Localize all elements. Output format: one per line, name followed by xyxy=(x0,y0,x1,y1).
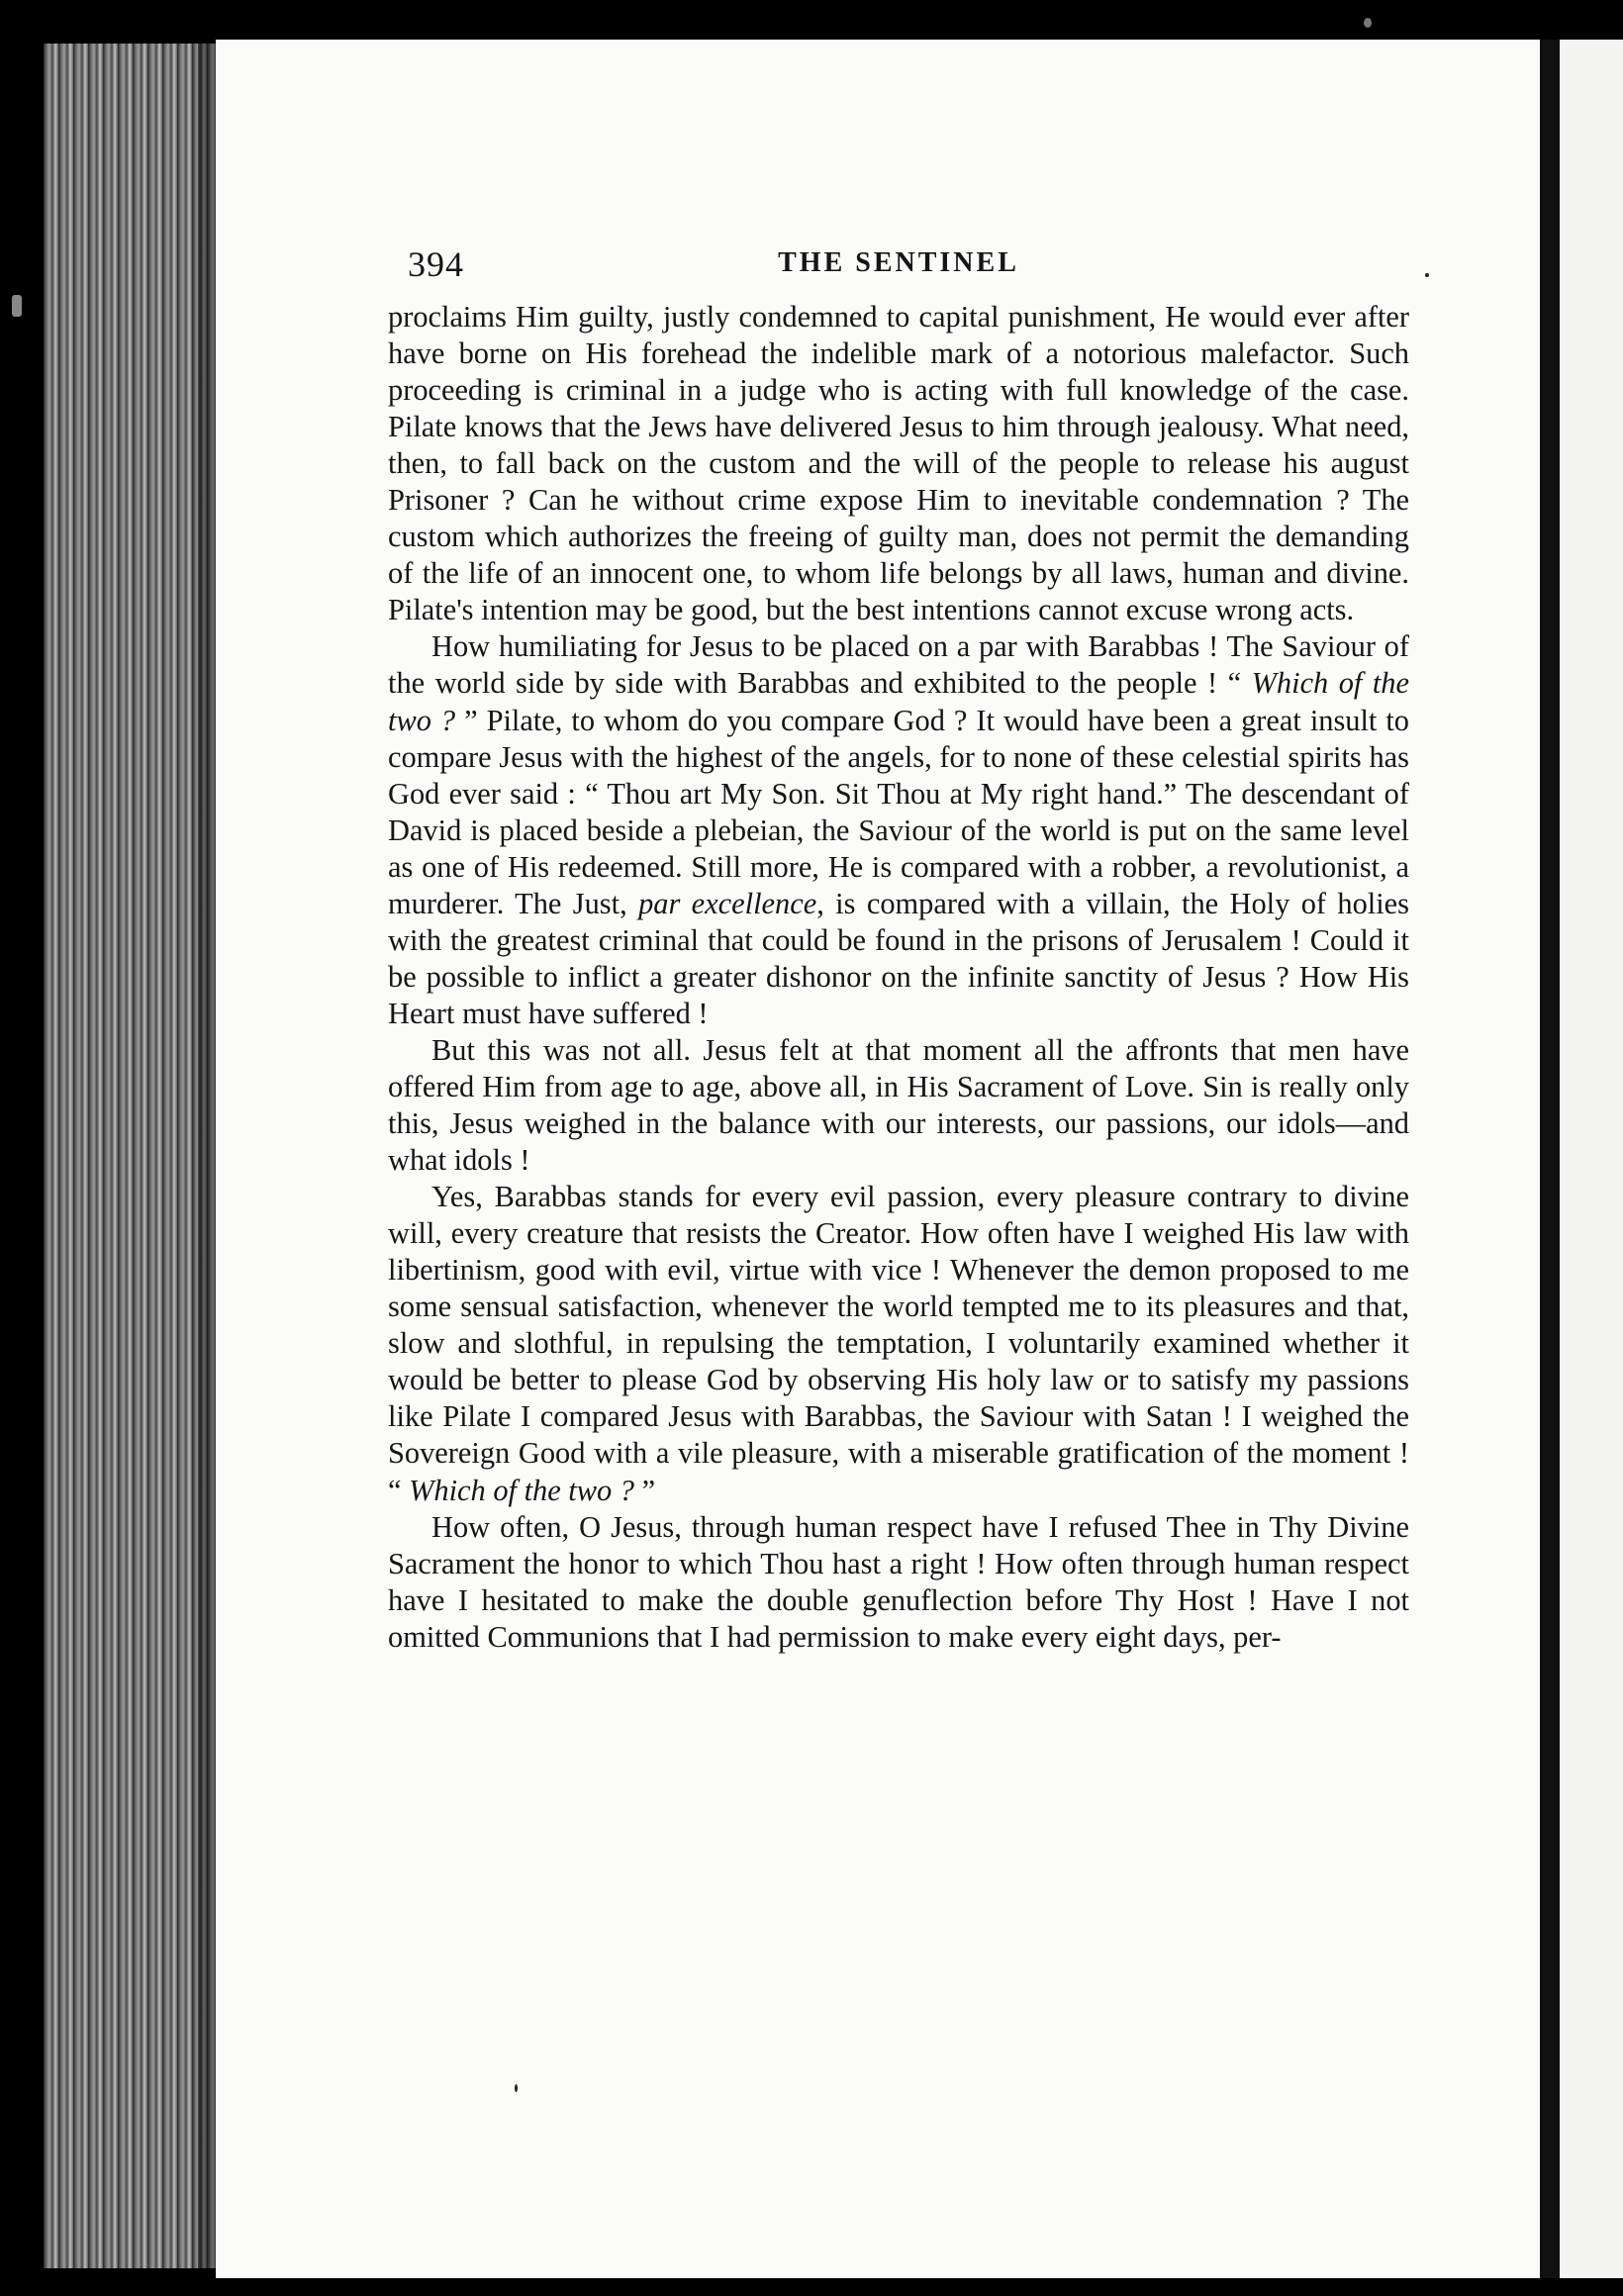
paragraph-p1 xyxy=(388,299,1409,628)
text-segment: How often, O Jesus, through human respect have I refused Thee in Thy Divine Sacrament the honor to which Thou hast a right ! How often through human respect have I hesitated to make the double genuflection before Thy Host ! Have I not omitted Communions that I had permission to make every eight days, per- xyxy=(388,1509,1409,1654)
text-segment: Yes, Barabbas stands for every evil passion, every pleasure contrary to divine will, every creature that resists the Creator. How often have I weighed His law with libertinism, good with evil, virtue with vice ! Whenever the demon proposed to me some sensual satisfaction, whenever the world tempted me to its pleasures and that, slow and slothful, in repulsing the temptation, I voluntarily examined whether it would be better to please God by observing His holy law or to satisfy my passions like Pilate I compared Jesus with Barabbas, the Saviour with Satan ! I weighed the Sovereign Good with a vile pleasure, with a miserable gratification of the moment ! “ xyxy=(388,1180,1409,1507)
text-segment: ” Pilate, to whom do you compare God ? It would have been a great insult to compare Jesus with the highest of the angels, for to none of these celestial spirits has God ever said : “ Thou art My Son. Sit Thou at My right hand.” The descendant of David is placed beside a plebeian, the Saviour of the world is put on the same level as one of His redeemed. Still more, He is compared with a robber, a revolutionist, a murderer. The Just, xyxy=(388,703,1410,920)
text-segment: ” xyxy=(634,1473,656,1507)
paragraph-p3 xyxy=(388,1032,1409,1179)
binding-gutter xyxy=(1540,40,1560,2278)
page-number: 394 xyxy=(408,244,464,284)
running-title: THE SENTINEL xyxy=(778,247,1019,278)
paragraph-p4 xyxy=(388,1179,1409,1508)
text-segment: But this was not all. Jesus felt at that moment all the affronts that men have offered Him from age to age, above all, in His Sacrament of Love. Sin is really only this, Jesus weighed in the balance with our interests, our passions, our idols—and what idols ! xyxy=(388,1032,1409,1178)
scan-speck xyxy=(1425,273,1429,277)
text-segment: , is compared with a villain, the Holy of holies with the greatest criminal that could be found in the prisons of Jerusalem ! Could it be possible to inflict a greater dishonor on the infinite sanctity of Jesus ? How His Heart must have suffered ! xyxy=(388,886,1409,1030)
italic-text-segment: Which of the two ? xyxy=(409,1473,634,1507)
page-text-block xyxy=(388,238,1409,1656)
facing-page-edge xyxy=(1560,40,1623,2278)
scan-speck xyxy=(515,2084,518,2092)
paragraph-p5 xyxy=(388,1509,1409,1656)
italic-text-segment: Which of the two ? xyxy=(388,666,1409,737)
page-header xyxy=(388,238,1409,299)
body-text xyxy=(388,299,1409,1656)
text-segment: proclaims Him guilty, justly condemned to capital punishment, He would ever after have borne on His forehead the indelible mark of a notorious malefactor. Such proceeding is criminal in a judge who is acting with full knowledge of the case. Pilate knows that the Jews have delivered Jesus to him through jealousy. What need, then, to fall back on the custom and the will of the people to release his august Prisoner ? Can he without crime expose Him to inevitable condemnation ? The custom which authorizes the freeing of guilty man, does not permit the demanding of the life of an innocent one, to whom life belongs by all laws, human and divine. Pilate's intention may be good, but the best intentions cannot excuse wrong acts. xyxy=(388,300,1409,627)
scan-speck xyxy=(1364,18,1372,28)
paragraph-p2 xyxy=(388,628,1409,1032)
italic-text-segment: par excellence xyxy=(638,886,817,920)
book-page-edges xyxy=(44,44,222,2268)
text-segment: How humiliating for Jesus to be placed on a par with Barabbas ! The Saviour of the world side by side with Barabbas and exhibited to the people ! “ xyxy=(388,629,1409,701)
scan-speck xyxy=(12,295,22,317)
